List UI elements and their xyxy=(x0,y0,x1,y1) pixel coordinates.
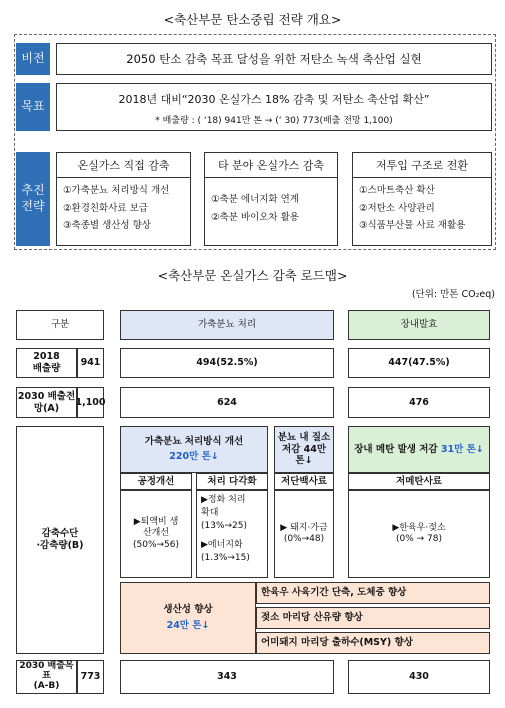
productivity-title: 생산성 향상 xyxy=(163,604,213,616)
lowmethane-detail: ▶한육우·젖소 (0% → 78) xyxy=(348,490,490,578)
diversify-detail xyxy=(196,490,268,578)
subheader-lowprotein: 저단백사료 xyxy=(274,473,334,490)
row2030-enteric: 476 xyxy=(348,387,490,418)
goal-box xyxy=(56,83,492,131)
strategy-3-item: ③식품부산물 사료 재활용 xyxy=(359,220,466,232)
row2030-label: 2030 배출전 망(A) xyxy=(16,387,77,418)
strategy-2-item: ①축분 에너지화 연계 xyxy=(211,194,299,205)
process-detail: ▶퇴액비 생 산개선 (50%→56) xyxy=(120,490,192,578)
diversify-purify: ▶정화 처리 확대 (13%→25) xyxy=(201,495,248,532)
row2018-label: 2018 배출량 xyxy=(16,348,77,378)
nitrogen-header: 분뇨 내 질소 저감 44만 톤↓ xyxy=(274,426,334,473)
goal-line2: * 배출량 : ( ‘18) 941만 톤 → (‘ 30) 773(배출 전망 1,100) xyxy=(155,116,393,126)
row2018-total: 941 xyxy=(77,348,104,378)
target-total: 773 xyxy=(77,660,104,694)
enteric-methane-title: 장내 메탄 발생 저감 xyxy=(354,443,441,455)
enteric-methane-header xyxy=(348,426,490,473)
subheader-lowmethane: 저메탄사료 xyxy=(348,473,490,490)
vision-text: 2050 탄소 감축 목표 달성을 위한 저탄소 녹색 축산업 실현 xyxy=(56,43,492,75)
strategy-3-item: ②저탄소 사양관리 xyxy=(359,202,435,214)
lowprotein-detail: ▶ 돼지·가금 (0%→48) xyxy=(274,490,334,578)
target-label: 2030 배출목 표 (A-B) xyxy=(16,660,77,694)
strategy-3-title: 저투입 구조로 전환 xyxy=(353,153,491,178)
goal-label: 목표 xyxy=(16,83,50,131)
strategy-2-item: ②축분 바이오차 활용 xyxy=(211,211,299,223)
row2030-manure: 624 xyxy=(120,387,334,418)
strategy-3-item: ①스마트축산 확산 xyxy=(359,185,435,196)
row2030-total: 1,100 xyxy=(77,387,104,418)
strategy-2-items xyxy=(205,178,337,239)
strategy-1-item: ②환경친화사료 보급 xyxy=(63,202,148,214)
enteric-methane-amount: 31만 톤↓ xyxy=(440,443,484,455)
overview-title: <축산부문 탄소중립 전략 개요> xyxy=(163,12,342,27)
row2018-manure: 494(52.5%) xyxy=(120,348,334,378)
header-enteric: 장내발효 xyxy=(348,310,490,340)
vision-label: 비전 xyxy=(16,43,50,75)
strategy-3-items xyxy=(353,178,491,239)
productivity-amount: 24만 톤↓ xyxy=(166,620,210,631)
manure-method-amount: 220만 톤↓ xyxy=(169,451,219,462)
goal-line1: 2018년 대비“2030 온실가스 18% 감축 및 저탄소 축산업 확산” xyxy=(118,93,430,106)
strategy-box-2 xyxy=(204,152,338,246)
manure-method-title: 가축분뇨 처리방식 개선 xyxy=(144,436,244,448)
roadmap-title: <축산부문 온실가스 감축 로드맵> xyxy=(157,268,348,283)
row2018-enteric: 447(47.5%) xyxy=(348,348,490,378)
subheader-process: 공정개선 xyxy=(120,473,192,490)
strategy-2-title: 타 분야 온실가스 감축 xyxy=(205,153,337,178)
strategy-1-item: ①가축분뇨 처리방식 개선 xyxy=(63,185,170,196)
header-category: 구분 xyxy=(16,310,104,340)
strategy-label: 추진 전략 xyxy=(16,152,50,246)
productivity-item-2: 젖소 마리당 산유량 향상 xyxy=(256,607,490,629)
productivity-item-3: 어미돼지 마리당 출하수(MSY) 향상 xyxy=(256,632,490,654)
strategy-box-3 xyxy=(352,152,492,246)
measures-label: 감축수단 ·감축량(B) xyxy=(16,426,104,654)
target-enteric: 430 xyxy=(348,660,490,694)
strategy-1-items xyxy=(57,178,190,239)
target-manure: 343 xyxy=(120,660,334,694)
subheader-diversify: 처리 다각화 xyxy=(196,473,268,490)
manure-method-header xyxy=(120,426,268,473)
roadmap-unit: (단위: 만톤 CO₂eq) xyxy=(411,289,495,300)
productivity-header xyxy=(120,582,256,654)
strategy-1-title: 온실가스 직접 감축 xyxy=(57,153,190,178)
strategy-box-1 xyxy=(56,152,191,246)
header-manure: 가축분뇨 처리 xyxy=(120,310,334,340)
strategy-1-item: ③축종별 생산성 향상 xyxy=(63,220,151,232)
productivity-item-1: 한육우 사육기간 단축, 도체중 향상 xyxy=(256,582,490,604)
diversify-energy: ▶에너지화 (1.3%→15) xyxy=(201,540,250,564)
